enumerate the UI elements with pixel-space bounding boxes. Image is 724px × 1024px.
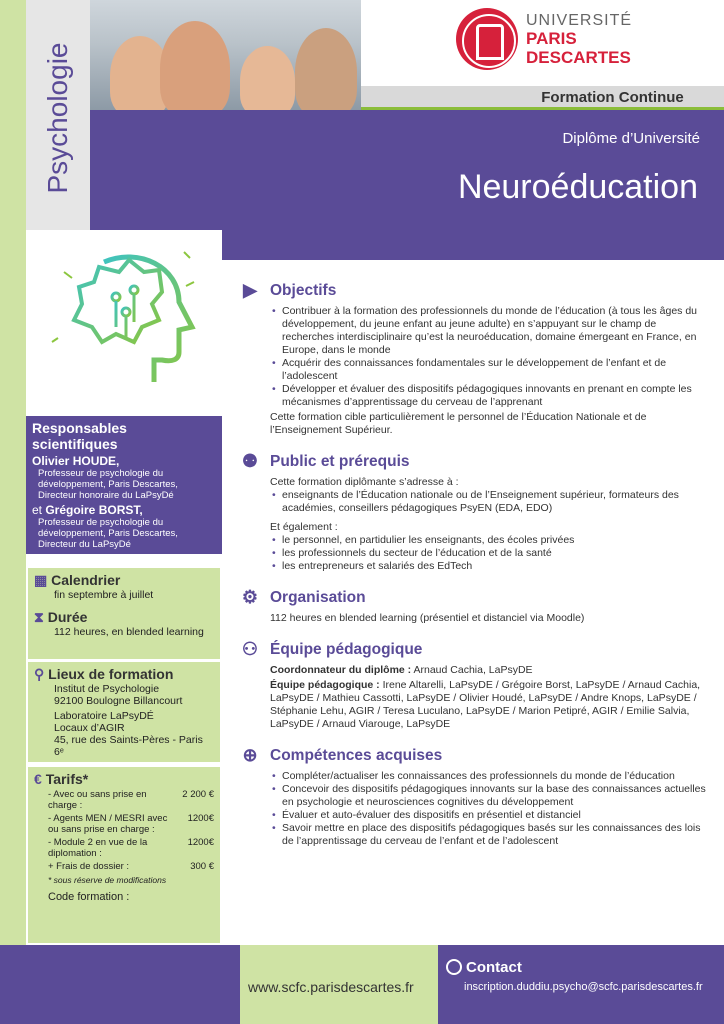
tarifs-heading: € Tarifs*: [34, 771, 89, 787]
tarif-row: - Agents MEN / MESRI avec ou sans prise en charge : 1200€: [48, 813, 214, 835]
list-item: • Savoir mettre en place des dispositifs pédagogiques basés sur les connaissances des lois de l’apprentissage du cerveau de l’enfant et de l’adolescent: [270, 822, 708, 848]
lieux-heading: ⚲ Lieux de formation: [34, 666, 174, 682]
formation-continue-bar: Formation Continue: [361, 86, 724, 110]
phone-icon: [446, 959, 462, 975]
lieu-line-2: 92100 Boulogne Billancourt: [54, 695, 183, 707]
public-intro: Cette formation diplômante s’adresse à :: [270, 476, 459, 488]
equipe-heading: ⚇ Équipe pédagogique: [238, 639, 708, 660]
code-formation: Code formation :: [48, 891, 130, 903]
calendrier-duree-box: [26, 566, 222, 661]
organisation-text: 112 heures en blended learning (présentiel et distanciel via Moodle): [270, 612, 585, 624]
objectifs-heading: ▶ Objectifs: [238, 280, 708, 301]
list-item: • Compléter/actualiser les connaissances des professionnels du monde de l’éducation: [270, 770, 708, 783]
university-name-line3: DESCARTES: [526, 48, 631, 67]
brain-head-icon: [44, 242, 204, 392]
public-heading: ⚉ Public et prérequis: [238, 451, 708, 472]
formation-title: Neuroéducation: [457, 168, 698, 206]
list-item: • Acquérir des connaissances fondamentales sur le développement de l’enfant et de l’adolescent: [270, 357, 708, 383]
brain-illustration: [26, 230, 222, 416]
list-item: • Contribuer à la formation des professionnels du monde de l’éducation (à tous les âges du développement, du jeune enfant au jeune adulte) en s’appuyant sur le champ de recherches interdisciplinaire qu’est la neuroéducation, domaine émergeant en France, en Europe, dans le monde: [270, 305, 708, 357]
euro-icon: €: [34, 771, 42, 787]
website-link[interactable]: www.scfc.parisdescartes.fr: [248, 979, 414, 995]
equipe-section: [238, 639, 708, 731]
competences-heading: ⊕ Compétences acquises: [238, 745, 708, 766]
tarif-row: + Frais de dossier : 300 €: [48, 861, 214, 872]
footer: [0, 945, 724, 1024]
organisation-section: [238, 587, 708, 625]
lieu-line-3: Laboratoire LaPsyDÉ: [54, 710, 154, 722]
list-item: • Évaluer et auto-évaluer des dispositifs en présentiel et distanciel: [270, 809, 708, 822]
equipe-membres: Équipe pédagogique : Irene Altarelli, LaPsyDE / Grégoire Borst, LaPsyDE / Arnaud Cachia, LaPsyDE / Mathieu Cassotti, LaPsyDE / Olivier Houdé, LaPsyDE / Andre Knops, LaPsyDE / Stéphanie Lehu, AGIR / Teresa Luculano, LaPsyDE / Marion Petipré, AGIR / Emilie Salvia, LaPsyDE / Arnaud Viarouge, LaPsyDE: [270, 679, 701, 730]
tarifs-box: [26, 765, 222, 945]
list-item: • Développer et évaluer des dispositifs pédagogiques innovants en prenant en compte les mécanismes d’apprentissage du cerveau de l’apprenant: [270, 383, 708, 409]
list-item: • les entrepreneurs et salariés des EdTech: [270, 560, 708, 573]
calendrier-heading: ▦ Calendrier: [34, 572, 121, 588]
people-icon: ⚉: [241, 451, 259, 471]
lieu-line-1: Institut de Psychologie: [54, 683, 160, 695]
list-item: • les professionnels du secteur de l’éducation et de la santé: [270, 547, 708, 560]
list-item: • enseignants de l’Éducation nationale ou de l’Enseignement supérieur, formateurs des académies, conseillers pédagogiques PsyEN (EDA, EDO): [270, 489, 708, 515]
objectifs-note: Cette formation cible particulièrement le personnel de l’Éducation Nationale et de l’Enseignement Supérieur.: [270, 411, 647, 436]
responsable-1-desc: Professeur de psychologie du développement, Paris Descartes, Directeur honoraire du LaPsyDé: [38, 468, 178, 501]
tarif-note: * sous réserve de modifications: [48, 875, 167, 885]
diploma-type: Diplôme d’Université: [562, 130, 700, 147]
footer-left-band: [0, 945, 240, 1024]
contact-heading: Contact: [446, 959, 522, 976]
arrow-right-icon: ▶: [243, 280, 257, 300]
sidebar-title: Psychologie: [42, 42, 73, 194]
public-also: Et également :: [270, 521, 338, 533]
tarif-row: - Avec ou sans prise en charge : 2 200 €: [48, 789, 214, 811]
responsable-2-name: et Grégoire BORST,: [32, 503, 143, 517]
university-name-line1: UNIVERSITÉ: [526, 12, 633, 29]
header-photo: [90, 0, 361, 110]
university-seal-icon: [456, 8, 518, 70]
list-item: • le personnel, en partidulier les enseignants, des écoles privées: [270, 534, 708, 547]
contact-email-link[interactable]: inscription.duddiu.psycho@scfc.parisdescartes.fr: [464, 981, 703, 993]
magnifier-plus-icon: ⊕: [242, 745, 258, 765]
responsable-2-desc: Professeur de psychologie du développement, Paris Descartes, Directeur du LaPsyDé: [38, 517, 178, 550]
calendar-icon: ▦: [34, 572, 48, 588]
footer-contact-box: [438, 945, 724, 1024]
public-section: [238, 451, 708, 573]
list-item: • Concevoir des dispositifs pédagogiques innovants sur la base des connaissances actuelles en psychologie et neurosciences cognitives du développement: [270, 783, 708, 809]
lieu-line-4: Locaux d’AGIR: [54, 722, 125, 734]
lieu-line-5: 45, rue des Saints-Pères - Paris 6ᵉ: [54, 734, 203, 758]
gears-icon: ⚙: [241, 587, 259, 607]
left-green-band: [0, 0, 26, 945]
competences-section: [238, 745, 708, 848]
main-content: [238, 280, 708, 862]
organisation-heading: ⚙ Organisation: [238, 587, 708, 608]
duree-heading: ⧗ Durée: [34, 609, 88, 625]
location-pin-icon: ⚲: [34, 666, 45, 682]
university-name-line2: PARIS: [526, 29, 577, 48]
calendrier-text: fin septembre à juillet: [54, 589, 154, 601]
sidebar-title-box: [26, 0, 90, 230]
equipe-coordinateur: Coordonnateur du diplôme : Arnaud Cachia, LaPsyDE: [270, 664, 533, 676]
objectifs-section: [238, 280, 708, 437]
hourglass-icon: ⧗: [34, 609, 44, 625]
responsable-1-name: Olivier HOUDE,: [32, 454, 120, 468]
duree-text: 112 heures, en blended learning: [54, 626, 204, 638]
lieux-box: [26, 660, 222, 764]
tarif-row: - Module 2 en vue de la diplomation : 1200€: [48, 837, 214, 859]
responsables-box: [26, 416, 222, 554]
responsables-heading: Responsables scientifiques: [32, 420, 127, 452]
footer-website-box: [240, 945, 438, 1024]
team-icon: ⚇: [241, 639, 259, 659]
